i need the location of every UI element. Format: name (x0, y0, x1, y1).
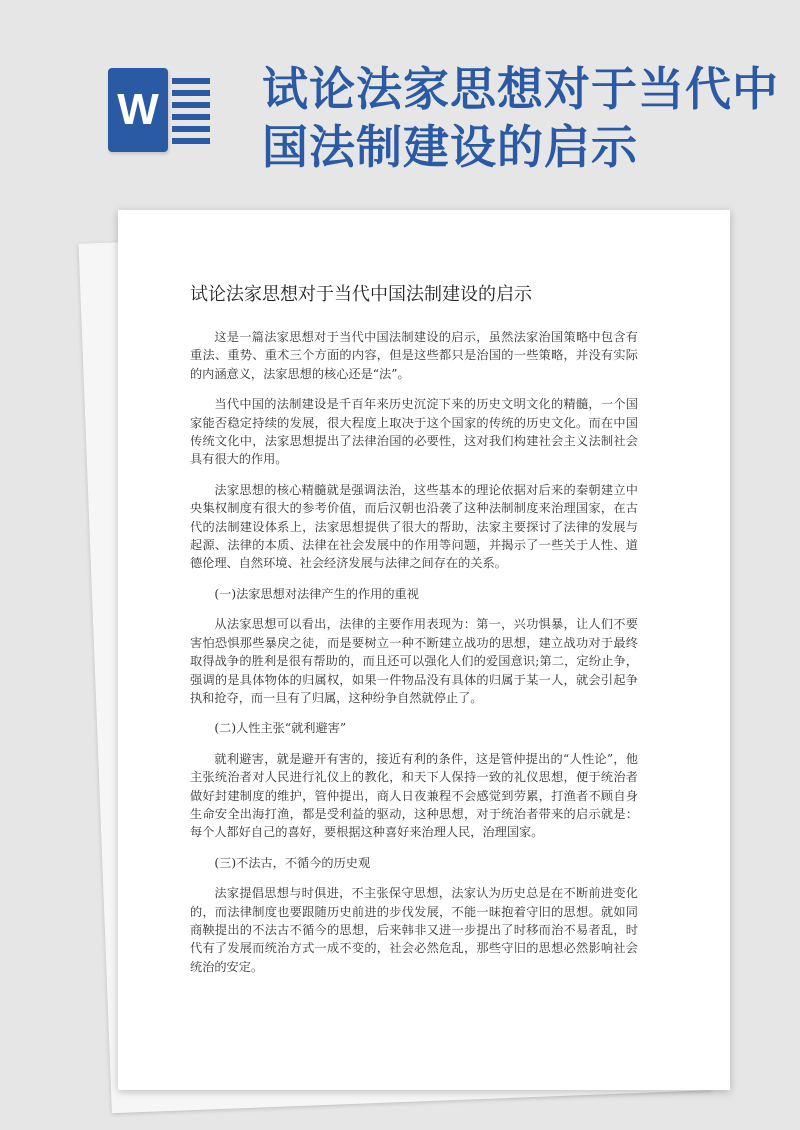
document-page (118, 210, 730, 1090)
word-document-icon (108, 68, 212, 160)
paragraph-1: 这是一篇法家思想对于当代中国法制建设的启示，虽然法家治国策略中包含有重法、重势、重术三个方面的内容，但是这些都只是治国的一些策略，并没有实际的内涵意义，法家思想的核心还是“法”。 (190, 330, 638, 381)
header (0, 0, 800, 210)
word-lines-icon (172, 78, 210, 148)
paragraph-5: 就利避害，就是避开有害的，接近有利的条件，这是管仲提出的“人性论”，他主张统治者对人民进行礼仪上的教化，和天下人保持一致的礼仪思想，便于统治者做好封建制度的维护，管仲提出，商人日夜兼程不会感觉到劳累，打渔者不顾自身生命安全出海打渔，都是受利益的驱动，这种思想，对于统治者带来的启示就是：每个人都好自己的喜好，要根据这种喜好来治理人民，治理国家。 (190, 751, 638, 840)
section-heading-3: (三)不法古，不循今的历史观 (214, 855, 371, 870)
section-heading-2: (二)人性主张“就利避害” (214, 721, 347, 736)
paragraph-3: 法家思想的核心精髓就是强调法治，这些基本的理论依据对后来的秦朝建立中央集权制度有很大的参考价值，而后汉朝也沿袭了这种法制制度来治理国家，在古代的法制建设体系上，法家思想提供了很大的帮助，法家主要探讨了法律的发展与起源、法律的本质、法律在社会发展中的作用等问题，并揭示了一些关于人性、道德伦理、自然环境、社会经济发展与法律之间存在的关系。 (190, 482, 638, 571)
paragraph-2: 当代中国的法制建设是千百年来历史沉淀下来的历史文明文化的精髓，一个国家能否稳定持续的发展，很大程度上取决于这个国家的传统的历史文化。而在中国传统文化中，法家思想提出了法律治国的必要性，这对我们构建社会主义法制社会具有很大的作用。 (190, 397, 638, 467)
document-title: 试论法家思想对于当代中国法制建设的启示 (190, 284, 532, 305)
word-badge: W (108, 68, 168, 152)
header-title: 试论法家思想对于当代中国法制建设的启示 (262, 62, 779, 174)
document-body (190, 328, 638, 988)
paragraph-6: 法家提倡思想与时俱进，不主张保守思想，法家认为历史总是在不断前进变化的，而法律制度也要跟随历史前进的步伐发展，不能一昧抱着守旧的思想。就如同商鞅提出的不法古不循今的思想，后来韩非又进一步提出了时移而治不易者乱，时代有了发展而统治方式一成不变的，社会必然危乱，那些守旧的思想必然影响社会统治的安定。 (190, 886, 638, 974)
paragraph-4: 从法家思想可以看出，法律的主要作用表现为：第一，兴功惧暴，让人们不要害怕恐惧那些暴戾之徒，而是要树立一种不断建立战功的思想，建立战功对于最终取得战争的胜利是很有帮助的，而且还可以强化人们的爱国意识;第二，定纷止争，强调的是具体物体的归属权，如果一件物品没有具体的归属于某一人，就会引起争执和抢夺，而一旦有了归属，这种纷争自然就停止了。 (190, 617, 638, 705)
section-heading-1: (一)法家思想对法律产生的作用的重视 (214, 586, 419, 601)
